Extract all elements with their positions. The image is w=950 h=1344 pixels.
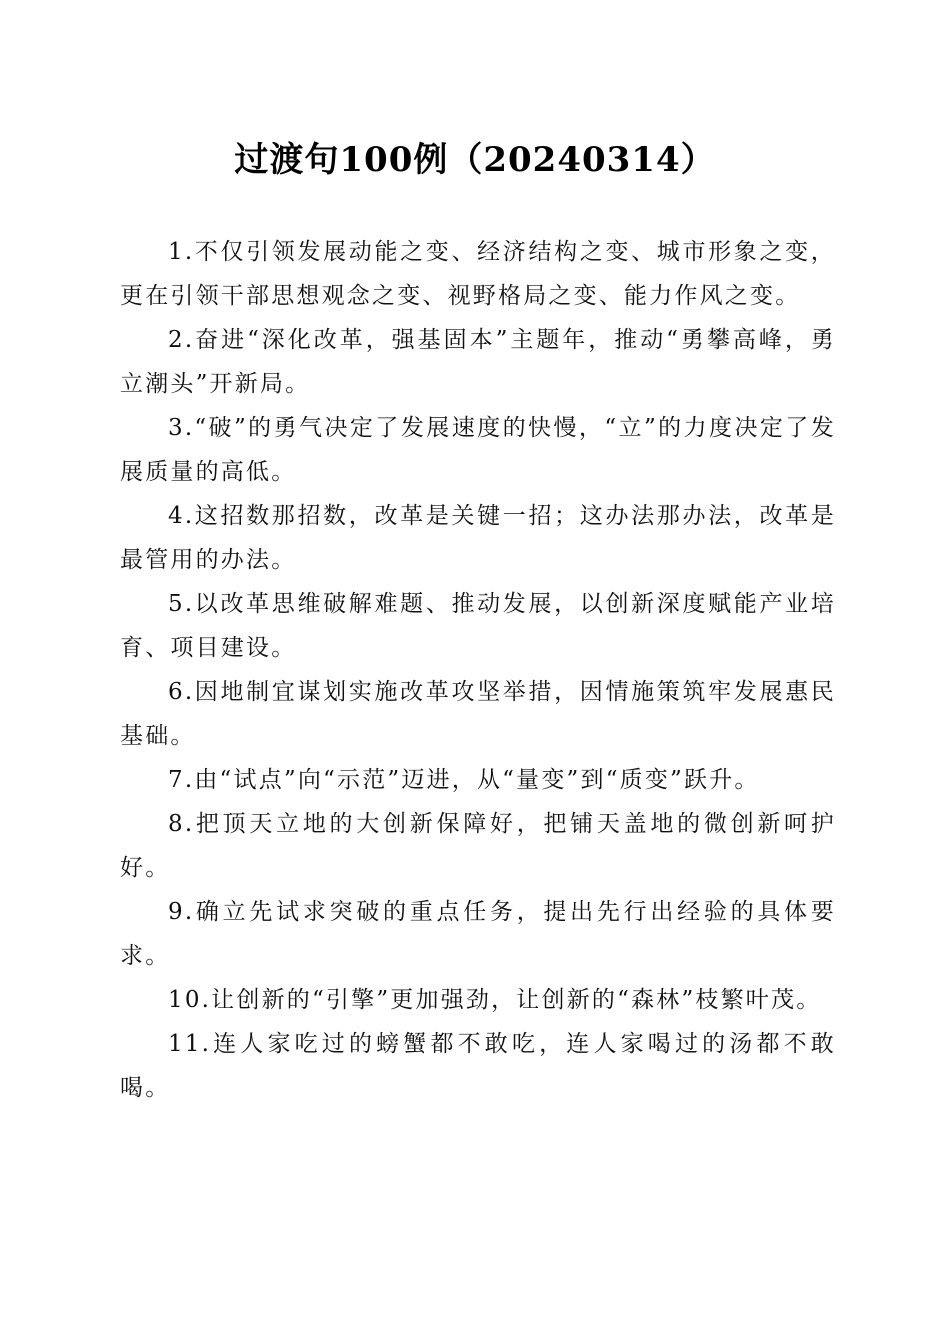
paragraph-3: 3.“破”的勇气决定了发展速度的快慢，“立”的力度决定了发展质量的高低。: [120, 415, 836, 485]
document-body: [120, 230, 836, 1110]
paragraph-7: 7.由“试点”向“示范”迈进，从“量变”到“质变”跃升。: [168, 767, 760, 793]
paragraph-2: 2.奋进“深化改革，强基固本”主题年，推动“勇攀高峰，勇立潮头”开新局。: [120, 327, 836, 397]
paragraph-11: 11.连人家吃过的螃蟹都不敢吃，连人家喝过的汤都不敢喝。: [120, 1031, 836, 1101]
paragraph-9: 9.确立先试求突破的重点任务，提出先行出经验的具体要求。: [120, 899, 836, 969]
paragraph-10: 10.让创新的“引擎”更加强劲，让创新的“森林”枝繁叶茂。: [168, 987, 822, 1013]
paragraph-6: 6.因地制宜谋划实施改革攻坚举措，因情施策筑牢发展惠民基础。: [120, 679, 836, 749]
paragraph-8: 8.把顶天立地的大创新保障好，把铺天盖地的微创新呵护好。: [120, 811, 836, 881]
paragraph-1: 1.不仅引领发展动能之变、经济结构之变、城市形象之变，更在引领干部思想观念之变、视野格局之变、能力作风之变。: [120, 239, 836, 309]
paragraph-4: 4.这招数那招数，改革是关键一招；这办法那办法，改革是最管用的办法。: [120, 503, 836, 573]
document-title: 过渡句100例（20240314）: [234, 140, 716, 180]
paragraph-5: 5.以改革思维破解难题、推动发展，以创新深度赋能产业培育、项目建设。: [120, 591, 836, 661]
